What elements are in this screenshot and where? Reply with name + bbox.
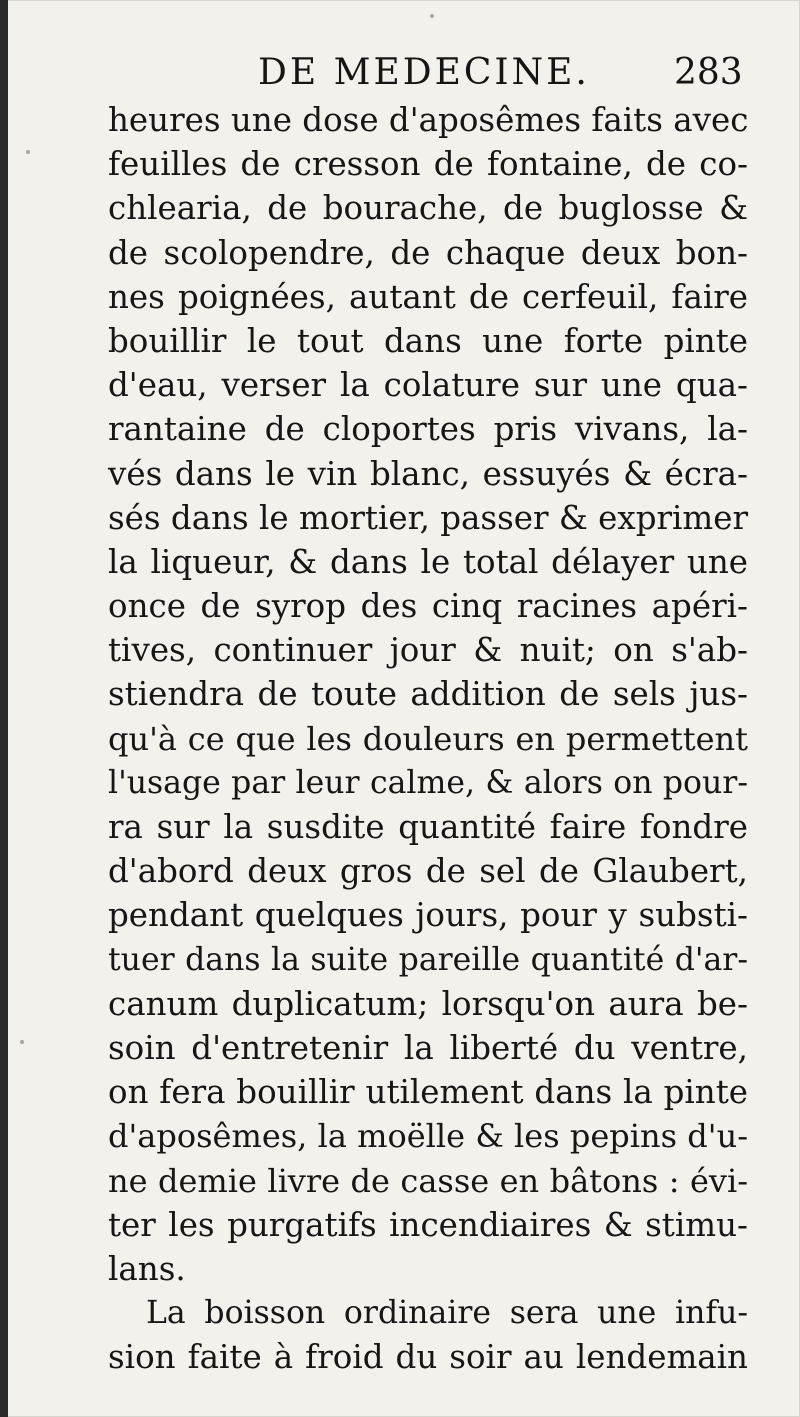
text-line: sion faite à froid du soir au lendemain — [108, 1338, 748, 1377]
text-line-paragraph-start: La boisson ordinaire sera une infu- — [146, 1295, 748, 1332]
text-line: la liqueur, & dans le total délayer une — [108, 542, 748, 581]
paper-speck — [26, 150, 30, 154]
page-number: 283 — [674, 52, 743, 93]
text-line: nes poignées, autant de cerfeuil, faire — [108, 277, 748, 316]
text-line: heures une dose d'aposêmes faits avec — [108, 101, 749, 139]
page-edge-shadow — [0, 0, 8, 1417]
text-line-paragraph-end: lans. — [108, 1249, 186, 1288]
text-line: d'abord deux gros de sel de Glaubert, — [108, 852, 748, 891]
text-line: de scolopendre, de chaque deux bon- — [108, 233, 748, 272]
text-line-italic: canum duplicatum; lorsqu'on aura be- — [108, 984, 748, 1023]
paper-speck — [20, 1040, 24, 1044]
text-line: rantaine de cloportes pris vivans, la- — [108, 410, 748, 449]
text-line: sés dans le mortier, passer & exprimer — [108, 498, 749, 537]
text-line: stiendra de toute addition de sels jus- — [108, 675, 748, 714]
text-line: l'usage par leur calme, & alors on pour- — [108, 764, 748, 801]
paper-speck — [430, 14, 434, 18]
text-line: soin d'entretenir la liberté du ventre, — [108, 1028, 748, 1067]
text-line: qu'à ce que les douleurs en permettent — [108, 719, 748, 758]
text-line: bouillir le tout dans une forte pinte — [108, 321, 748, 360]
text-line: ra sur la susdite quantité faire fondre — [108, 808, 748, 846]
text-line: pendant quelques jours, pour y substi- — [108, 896, 748, 935]
running-title: DE MEDECINE. — [258, 52, 590, 93]
text-line: vés dans le vin blanc, essuyés & écra- — [108, 454, 748, 493]
text-line: ter les purgatifs incendiaires & stimu- — [108, 1205, 748, 1244]
text-line: tives, continuer jour & nuit; on s'ab- — [108, 631, 748, 670]
text-line: ne demie livre de casse en bâtons : évi- — [108, 1161, 748, 1200]
text-line: once de syrop des cinq racines apéri- — [108, 587, 748, 626]
text-line: chlearia, de bourache, de buglosse & — [108, 189, 748, 228]
text-line: on fera bouillir utilement dans la pinte — [108, 1073, 748, 1112]
body-text — [108, 98, 748, 1379]
text-line: feuilles de cresson de fontaine, de co- — [108, 145, 748, 184]
text-line: d'eau, verser la colature sur une qua- — [108, 366, 748, 405]
text-line: tuer dans la suite pareille quantité d'ar- — [108, 941, 748, 978]
text-line: d'aposêmes, la moëlle & les pepins d'u- — [108, 1117, 748, 1156]
